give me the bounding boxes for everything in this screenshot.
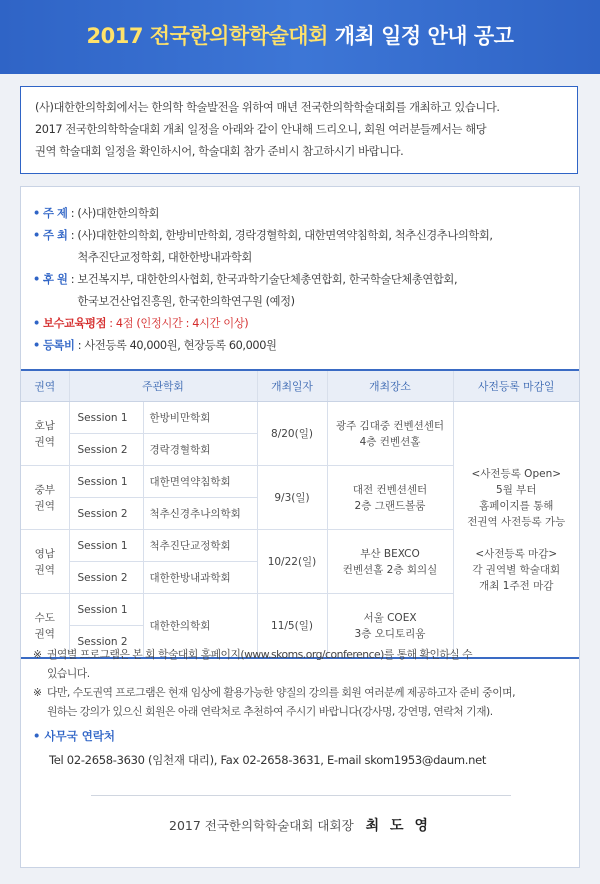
intro-line: (사)대한한의학회에서는 한의학 학술발전을 위하여 매년 전국한의학학술대회를 개최하고 있습니다. xyxy=(35,101,500,114)
event-info xyxy=(33,203,569,357)
society-name: 한방비만학회 xyxy=(143,402,257,434)
intro-box xyxy=(20,86,578,174)
note-mark: ※ xyxy=(33,686,42,699)
venue-cell: 서울 COEX 3층 오디토리움 xyxy=(327,594,453,659)
credits-label: 보수교육평점 xyxy=(43,317,107,330)
main-panel xyxy=(20,186,580,868)
notes xyxy=(33,645,573,721)
sponsor-label: 후 원 xyxy=(43,273,68,286)
society-name: 대한한의학회 xyxy=(143,594,257,659)
signature-name: 최 도 영 xyxy=(365,818,431,834)
intro-line: 권역 학술대회 일정을 확인하시어, 학술대회 참가 준비시 참고하시기 바랍니다. xyxy=(35,145,404,158)
bullet-icon: • xyxy=(33,229,40,242)
theme-label: 주 제 xyxy=(43,207,68,220)
signature xyxy=(21,815,579,835)
title-highlight: 2017 전국한의학학술대회 xyxy=(86,24,328,48)
venue-cell: 광주 김대중 컨벤션센터 4층 컨벤션홀 xyxy=(327,402,453,466)
deadline-cell: <사전등록 Open> 5월 부터 홈페이지를 통해 전권역 사전등록 가능 <사전등록 마감> 각 권역별 학술대회 개최 1주전 마감 xyxy=(453,402,579,659)
title-rest: 개최 일정 안내 공고 xyxy=(327,24,514,48)
date-cell: 11/5(일) xyxy=(257,594,327,659)
divider xyxy=(91,795,511,796)
signature-title: 2017 전국한의학학술대회 대회장 xyxy=(169,818,354,833)
date-cell: 10/22(일) xyxy=(257,530,327,594)
sponsor-line: 보건복지부, 대한한의사협회, 한국과학기술단체총연합회, 한국학술단체총연합회, xyxy=(77,273,458,286)
table-header-row xyxy=(21,370,579,402)
host-label: 주 최 xyxy=(43,229,68,242)
session-label: Session 1 xyxy=(69,594,143,626)
region-cell: 호남 권역 xyxy=(21,402,69,466)
society-name: 경락경혈학회 xyxy=(143,434,257,466)
sponsor-line: 한국보건산업진흥원, 한국한의학연구원 (예정) xyxy=(77,295,295,308)
schedule-table xyxy=(21,369,579,659)
date-cell: 9/3(일) xyxy=(257,466,327,530)
venue-cell: 부산 BEXCO 컨벤션홀 2층 회의실 xyxy=(327,530,453,594)
fee-label: 등록비 xyxy=(43,339,75,352)
bullet-icon: • xyxy=(33,317,40,330)
info-theme: • 주 제 : (사)대한한의학회 xyxy=(33,203,569,225)
fee-value: 사전등록 40,000원, 현장등록 60,000원 xyxy=(84,339,277,352)
region-cell: 수도 권역 xyxy=(21,594,69,659)
table-row xyxy=(21,402,579,434)
header-deadline: 사전등록 마감일 xyxy=(453,370,579,402)
note-line: 권역별 프로그램은 본 회 학술대회 홈페이지(www.skoms.org/conference)를 통해 확인하실 수 xyxy=(47,648,473,661)
theme-value: (사)대한한의학회 xyxy=(77,207,159,220)
session-label: Session 2 xyxy=(69,434,143,466)
office-label: 사무국 연락처 xyxy=(44,729,116,743)
bullet-icon: • xyxy=(33,339,40,352)
session-label: Session 1 xyxy=(69,466,143,498)
header-banner xyxy=(0,0,600,74)
note-line: 원하는 강의가 있으신 회원은 아래 연락처로 추천하여 주시기 바랍니다(강사명, 강연명, 연락처 기재). xyxy=(47,705,493,718)
intro-line: 2017 전국한의학학술대회 개최 일정을 아래와 같이 안내해 드리오니, 회원 여러분들께서는 해당 xyxy=(35,123,487,136)
info-host: • 주 최 : (사)대한한의학회, 한방비만학회, 경락경혈학회, 대한면역약침학회, 척추신경추나의학회, 척추진단교정학회, 대한한방내과학회 xyxy=(33,225,569,269)
note-mark: ※ xyxy=(33,648,42,661)
credits-value: 4점 (인정시간 : 4시간 이상) xyxy=(115,317,249,330)
region-cell: 영남 권역 xyxy=(21,530,69,594)
venue-cell: 대전 컨벤션센터 2층 그랜드볼룸 xyxy=(327,466,453,530)
info-credits: • 보수교육평점 : 4점 (인정시간 : 4시간 이상) xyxy=(33,313,569,335)
office-contact-line: Tel 02-2658-3630 (임천재 대리), Fax 02-2658-3631, E-mail skom1953@daum.net xyxy=(49,753,487,767)
society-name: 대한한방내과학회 xyxy=(143,562,257,594)
note-item xyxy=(33,645,573,683)
office-heading xyxy=(33,725,486,747)
session-label: Session 2 xyxy=(69,562,143,594)
page-title xyxy=(87,20,514,50)
header-date: 개최일자 xyxy=(257,370,327,402)
host-line: 척추진단교정학회, 대한한방내과학회 xyxy=(77,251,252,264)
bullet-icon: • xyxy=(33,273,40,286)
date-cell: 8/20(일) xyxy=(257,402,327,466)
region-cell: 중부 권역 xyxy=(21,466,69,530)
info-sponsor: • 후 원 : 보건복지부, 대한한의사협회, 한국과학기술단체총연합회, 한국학술단체총연합회, 한국보건산업진흥원, 한국한의학연구원 (예정) xyxy=(33,269,569,313)
session-label: Session 2 xyxy=(69,626,143,659)
bullet-icon: • xyxy=(33,207,40,220)
society-name: 척추신경추나의학회 xyxy=(143,498,257,530)
society-name: 척추진단교정학회 xyxy=(143,530,257,562)
society-name: 대한면역약침학회 xyxy=(143,466,257,498)
note-line: 다만, 수도권역 프로그램은 현재 임상에 활용가능한 양질의 강의를 회원 여러분께 제공하고자 준비 중이며, xyxy=(47,686,516,699)
office-contact xyxy=(33,725,486,773)
session-label: Session 1 xyxy=(69,402,143,434)
info-fee: • 등록비 : 사전등록 40,000원, 현장등록 60,000원 xyxy=(33,335,569,357)
header-venue: 개최장소 xyxy=(327,370,453,402)
bullet-icon: • xyxy=(33,729,41,743)
session-label: Session 1 xyxy=(69,530,143,562)
note-line: 있습니다. xyxy=(47,667,90,680)
session-label: Session 2 xyxy=(69,498,143,530)
note-item xyxy=(33,683,573,721)
header-region: 권역 xyxy=(21,370,69,402)
host-line: (사)대한한의학회, 한방비만학회, 경락경혈학회, 대한면역약침학회, 척추신경추나의학회, xyxy=(77,229,493,242)
header-society: 주관학회 xyxy=(69,370,257,402)
